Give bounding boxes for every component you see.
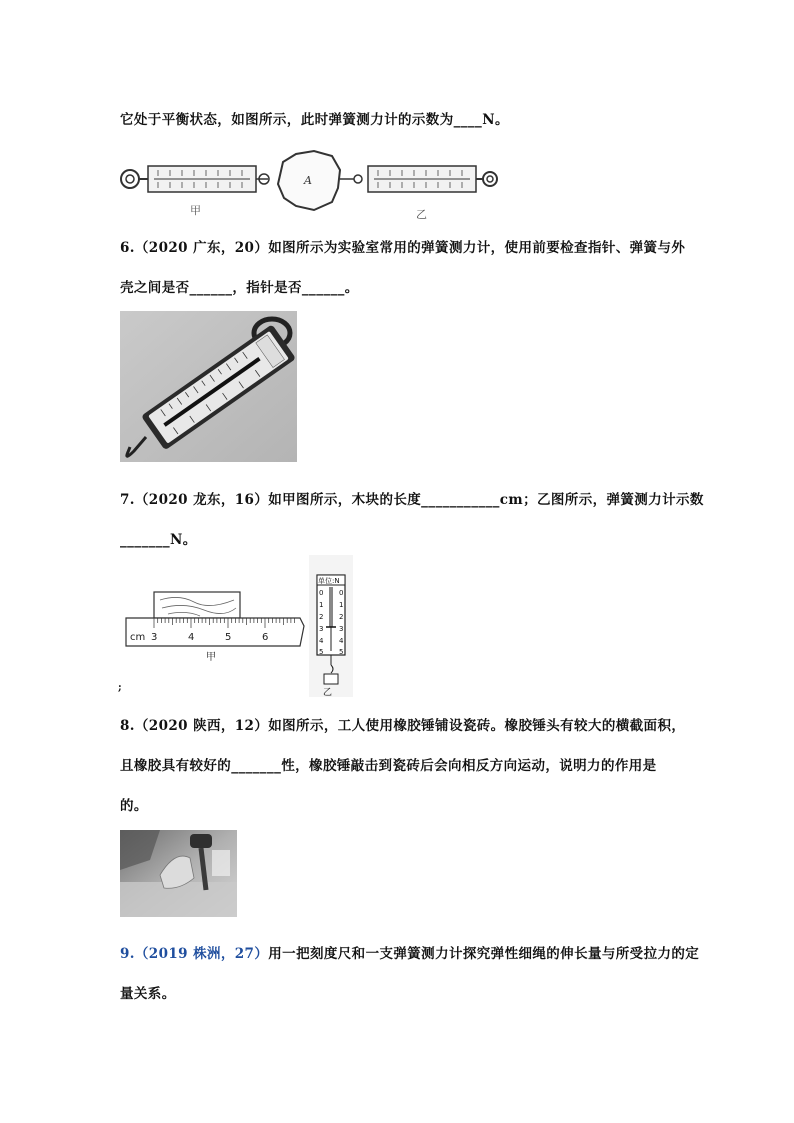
right-scale-label: 乙 xyxy=(416,208,427,221)
gauge-left-0: 0 xyxy=(319,589,324,597)
ruler-figure-label: 甲 xyxy=(206,652,216,663)
gauge-right-1: 1 xyxy=(339,601,344,609)
gauge-right-4: 4 xyxy=(339,637,344,645)
gauge-right-0: 0 xyxy=(339,589,344,597)
left-scale-label: 甲 xyxy=(190,204,201,217)
q6-text-line2: 壳之间是否______，指针是否______。 xyxy=(120,280,359,296)
gauge-left-4: 4 xyxy=(319,637,324,645)
block-a-label: A xyxy=(304,174,312,187)
ruler-unit: cm xyxy=(130,632,146,643)
gauge-left-1: 1 xyxy=(319,601,324,609)
q7-text-line2: _______N。 xyxy=(120,532,197,548)
gauge-header: 单位:N xyxy=(318,577,340,585)
q5-figure xyxy=(118,148,498,224)
stray-semicolon: ; xyxy=(118,682,123,693)
gauge-right-3: 3 xyxy=(339,625,344,633)
q7-text-line1: 7.（2020 龙东，16）如甲图所示，木块的长度___________cm；乙图所示，弹簧测力计示数 xyxy=(120,492,704,508)
q9-text: 用一把刻度尺和一支弹簧测力计探究弹性细绳的伸长量与所受拉力的定 xyxy=(268,946,700,962)
q8-text-line3: 的。 xyxy=(120,798,148,814)
q8-text-line2: 且橡胶具有较好的_______性，橡胶锤敲击到瓷砖后会向相反方向运动，说明力的作用是 xyxy=(120,758,657,774)
gauge-left-2: 2 xyxy=(319,613,324,621)
gauge-right-2: 2 xyxy=(339,613,344,621)
ruler-tick-6: 6 xyxy=(262,632,269,643)
q6-text-line1: 6.（2020 广东，20）如图所示为实验室常用的弹簧测力计，使用前要检查指针、弹簧与外 xyxy=(120,240,686,256)
gauge-figure-label: 乙 xyxy=(323,688,333,697)
gauge-left-3: 3 xyxy=(319,625,324,633)
gauge-left-5: 5 xyxy=(319,648,324,656)
q6-spring-scale-photo xyxy=(120,311,297,462)
q9-text-line1 xyxy=(120,942,699,962)
q8-rubber-mallet-photo xyxy=(120,830,237,917)
q7-gauge-figure xyxy=(309,555,353,697)
ruler-tick-5: 5 xyxy=(225,632,232,643)
gauge-right-5: 5 xyxy=(339,648,344,656)
ruler-tick-3: 3 xyxy=(151,632,158,643)
q9-source: 9.（2019 株洲，27） xyxy=(120,946,269,962)
q7-ruler-figure xyxy=(124,590,306,666)
q9-text-line2: 量关系。 xyxy=(120,986,176,1002)
ruler-tick-4: 4 xyxy=(188,632,195,643)
q8-text-line1: 8.（2020 陕西，12）如图所示，工人使用橡胶锤铺设瓷砖。橡胶锤头有较大的横截面积， xyxy=(120,718,686,734)
q5-text-line1: 它处于平衡状态，如图所示，此时弹簧测力计的示数为____N。 xyxy=(120,112,509,128)
